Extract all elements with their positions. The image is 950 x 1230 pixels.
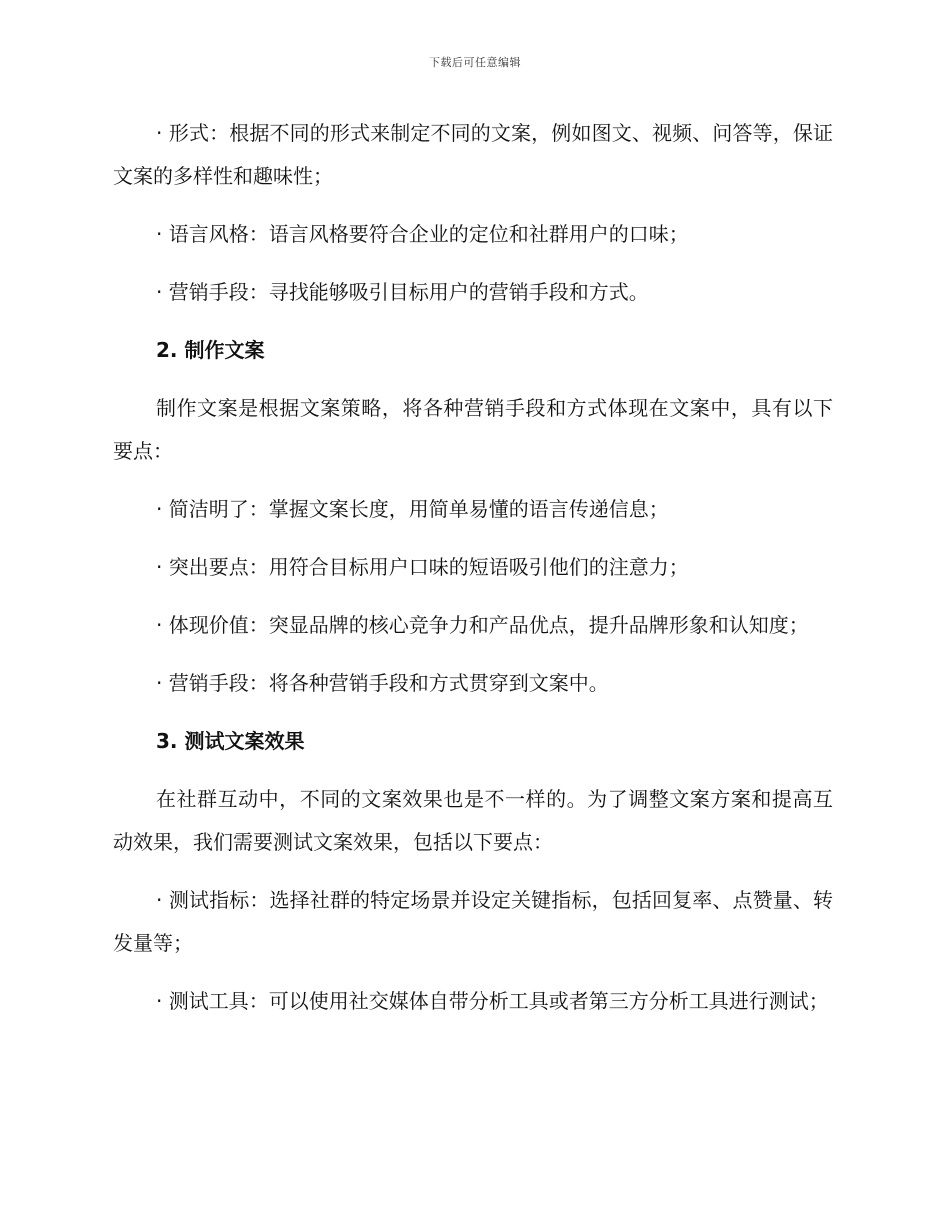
bullet-format: · 形式：根据不同的形式来制定不同的文案，例如图文、视频、问答等，保证文案的多样性和趣味性； xyxy=(113,121,833,188)
bullet-concise: · 简洁明了：掌握文案长度，用简单易懂的语言传递信息； xyxy=(156,497,669,521)
section-heading-test-copy: 3. 测试文案效果 xyxy=(156,729,305,753)
bullet-marketing-means: · 营销手段：寻找能够吸引目标用户的营销手段和方式。 xyxy=(156,280,649,304)
section-heading-make-copy: 2. 制作文案 xyxy=(156,338,265,362)
bullet-reflect-value: · 体现价值：突显品牌的核心竞争力和产品优点，提升品牌形象和认知度； xyxy=(156,613,809,637)
page-header: 下载后可任意编辑 xyxy=(429,56,521,69)
bullet-language-style: · 语言风格：语言风格要符合企业的定位和社群用户的口味； xyxy=(156,222,689,246)
bullet-test-metrics: · 测试指标：选择社群的特定场景并设定关键指标，包括回复率、点赞量、转发量等； xyxy=(113,888,833,955)
bullet-marketing-integration: · 营销手段：将各种营销手段和方式贯穿到文案中。 xyxy=(156,671,609,695)
paragraph-test-copy-intro: 在社群互动中，不同的文案效果也是不一样的。为了调整文案方案和提高互动效果，我们需要测试文案效果，包括以下要点： xyxy=(113,787,833,854)
bullet-test-tools: · 测试工具：可以使用社交媒体自带分析工具或者第三方分析工具进行测试； xyxy=(156,989,829,1013)
paragraph-make-copy-intro: 制作文案是根据文案策略，将各种营销手段和方式体现在文案中，具有以下要点： xyxy=(113,396,833,463)
bullet-highlight-points: · 突出要点：用符合目标用户口味的短语吸引他们的注意力； xyxy=(156,555,689,579)
document-body xyxy=(113,112,833,1038)
